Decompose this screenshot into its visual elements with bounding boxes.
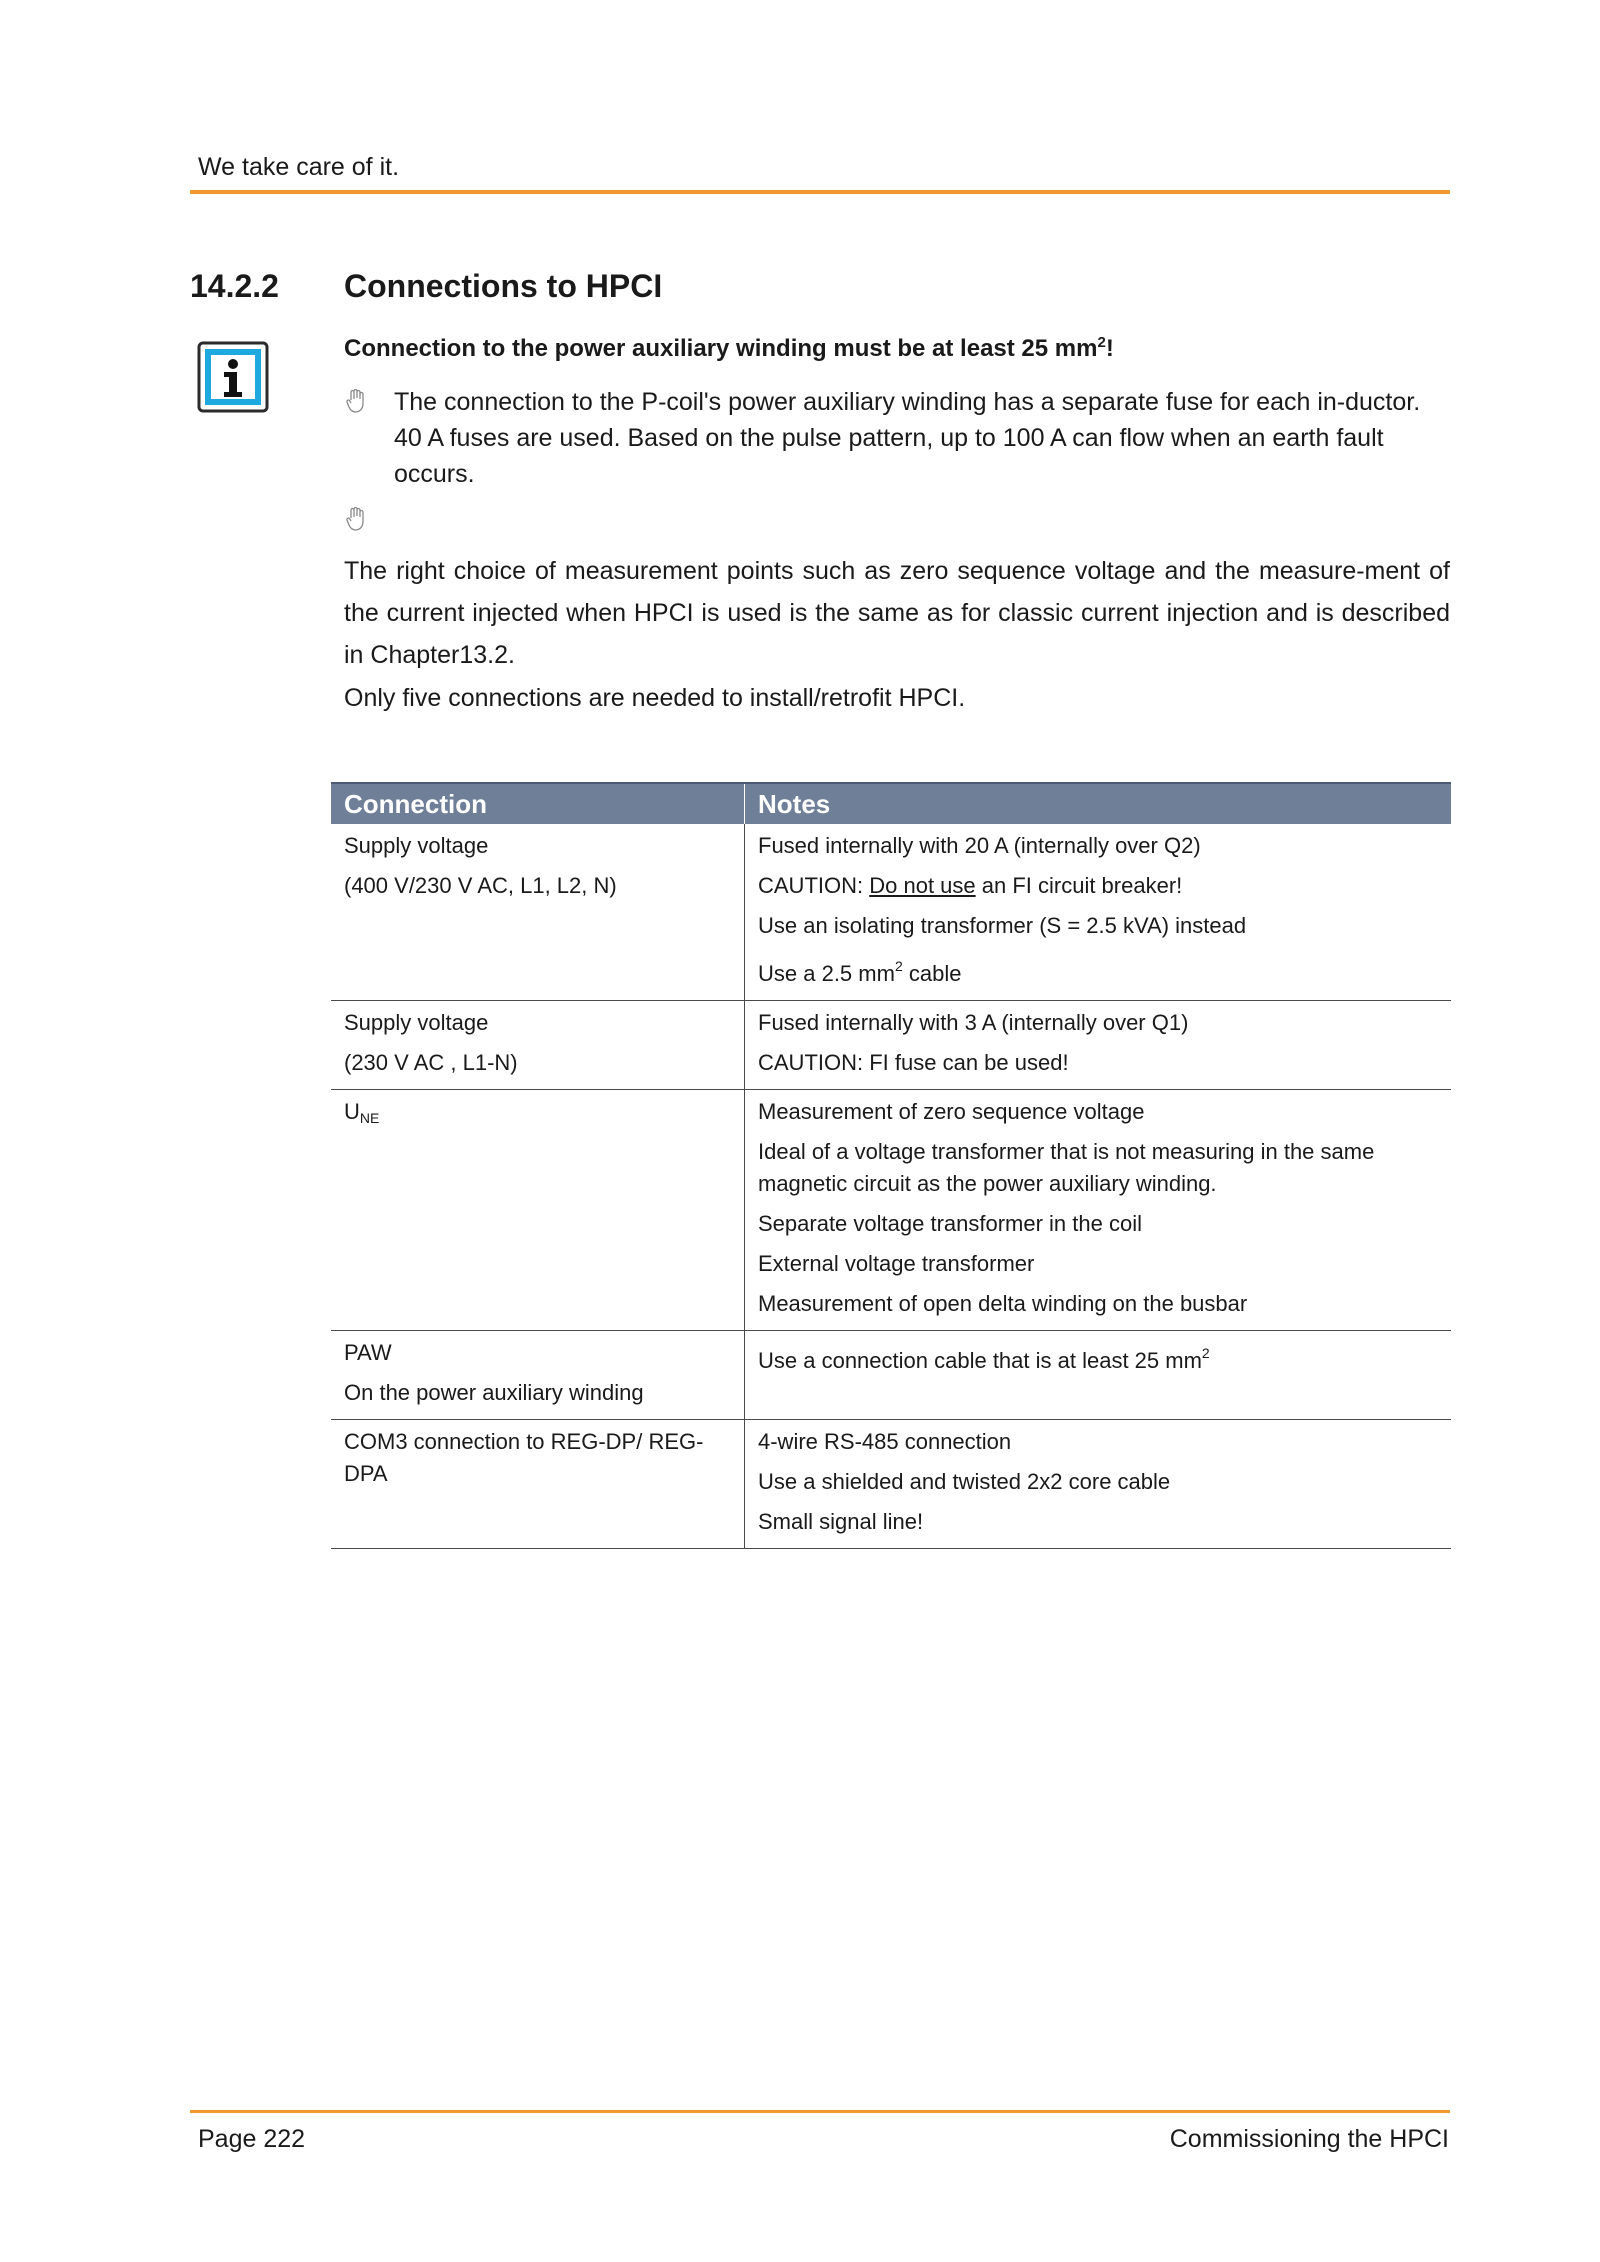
table-row — [331, 1001, 1451, 1090]
notes-cell — [744, 824, 1451, 1000]
connection-line: COM3 connection to REG-DP/ REG-DPA — [344, 1429, 704, 1486]
connection-line: (400 V/230 V AC, L1, L2, N) — [344, 873, 617, 898]
note-body: The connection to the P-coil's power auxiliary winding has a separate fuse for each in-ductor. 40 A fuses are used. Based on the pulse pattern, up to 100 A can flow when an earth fault occurs. — [394, 388, 1421, 488]
notes-line: CAUTION: Do not use an FI circuit breaker! — [758, 873, 1183, 898]
notes-cell — [744, 1001, 1451, 1089]
paragraph-measurement: The right choice of measurement points such as zero sequence voltage and the measure-ment of the current injected when HPCI is used is the same as for classic current injection and is described in Chapter13.2. — [344, 557, 1450, 669]
page-number: Page 222 — [198, 2125, 306, 2153]
notes-line: CAUTION: FI fuse can be used! — [758, 1050, 1069, 1075]
connection-cell — [331, 1090, 744, 1330]
notes-line: 4-wire RS-485 connection — [758, 1429, 1012, 1454]
table-row — [331, 824, 1451, 1001]
notes-cell — [744, 1420, 1451, 1548]
paragraph-connections: Only five connections are needed to install/retrofit HPCI. — [344, 684, 966, 712]
connection-line: Supply voltage — [344, 1010, 489, 1035]
header-connection: Connection — [344, 789, 487, 819]
notes-line: Separate voltage transformer in the coil — [758, 1211, 1142, 1236]
info-icon — [196, 340, 270, 414]
connection-line: Supply voltage — [344, 833, 489, 858]
connection-line: On the power auxiliary winding — [344, 1380, 644, 1405]
hand-end-icon — [345, 506, 369, 532]
connection-line: $U_{NE}$ — [344, 1099, 380, 1126]
table-header — [331, 782, 1451, 824]
note-title: Connection to the power auxiliary winding must be at least 25 $mm^2$! — [344, 334, 1114, 362]
table-row — [331, 1420, 1451, 1549]
notes-line: Use a 2.5 $mm^2$ cable — [758, 958, 962, 986]
notes-line: External voltage transformer — [758, 1251, 1035, 1276]
connection-cell — [331, 1001, 744, 1089]
notes-line: Use an isolating transformer (S = 2.5 kVA) instead — [758, 913, 1247, 938]
header-notes: Notes — [744, 784, 1451, 824]
running-header: We take care of it. — [198, 153, 400, 181]
connection-cell — [331, 824, 744, 1000]
connection-line: PAW — [344, 1340, 392, 1365]
hand-pointer-icon — [345, 388, 369, 414]
connection-line: (230 V AC , L1-N) — [344, 1050, 518, 1075]
notes-line: Ideal of a voltage transformer that is not measuring in the same magnetic circuit as the power auxiliary winding. — [758, 1139, 1375, 1196]
table-row — [331, 1090, 1451, 1331]
notes-line: Fused internally with 20 A (internally over Q2) — [758, 833, 1201, 858]
section-number: 14.2.2 — [190, 268, 279, 304]
footer-rule — [190, 2110, 1450, 2113]
section-title: Connections to HPCI — [344, 268, 663, 304]
notes-line: Measurement of open delta winding on the busbar — [758, 1291, 1248, 1316]
notes-line: Small signal line! — [758, 1509, 924, 1534]
notes-cell — [744, 1090, 1451, 1330]
header-rule — [190, 190, 1450, 194]
notes-line: Fused internally with 3 A (internally over Q1) — [758, 1010, 1189, 1035]
notes-line: Use a shielded and twisted 2x2 core cable — [758, 1469, 1171, 1494]
notes-line: Measurement of zero sequence voltage — [758, 1099, 1145, 1124]
connections-table — [331, 782, 1451, 1549]
notes-cell — [744, 1331, 1451, 1419]
table-row — [331, 1331, 1451, 1420]
connection-cell — [331, 1420, 744, 1548]
chapter-title: Commissioning the HPCI — [1169, 2125, 1449, 2153]
connection-cell — [331, 1331, 744, 1419]
notes-line: Use a connection cable that is at least 25 $mm^2$ — [758, 1345, 1210, 1373]
